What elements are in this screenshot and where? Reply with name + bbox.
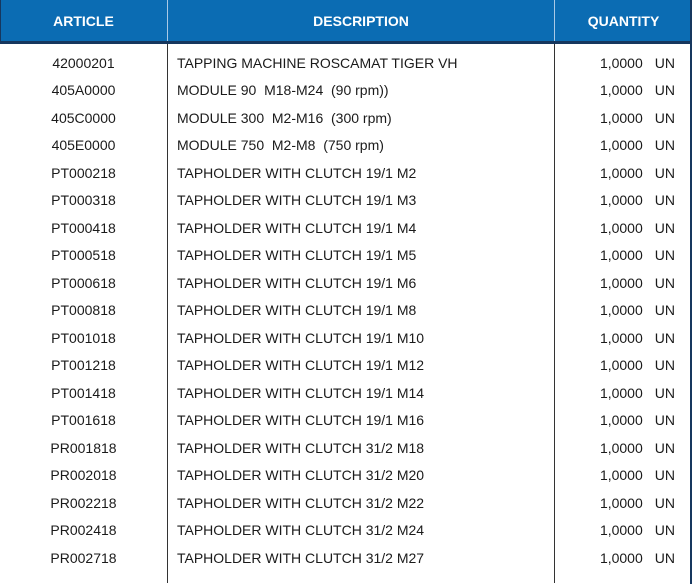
table-body (0, 43, 692, 583)
quantity-cell (555, 544, 692, 572)
quantity-value: 1,0000 (599, 549, 643, 566)
description-cell: MODULE 750 M2-M8 (750 rpm) (167, 132, 554, 160)
article-code-cell: PT001018 (51, 329, 116, 346)
quantity-unit: UN (654, 54, 675, 71)
quantity-value: 1,0000 (599, 137, 643, 154)
article-code-cell: PR002418 (50, 522, 117, 539)
description-cell: TAPHOLDER WITH CLUTCH 31/2 M20 (167, 462, 554, 490)
quantity-unit: UN (654, 439, 675, 456)
quantity-unit: UN (654, 412, 675, 429)
quantity-cell (555, 462, 692, 490)
quantity-value: 1,0000 (599, 384, 643, 401)
description-cell: MODULE 300 M2-M16 (300 rpm) (167, 104, 554, 132)
column-header-description: DESCRIPTION (167, 0, 554, 43)
table-row (0, 544, 692, 572)
quantity-cell (555, 517, 692, 545)
quantity-unit: UN (654, 467, 675, 484)
empty-cell (0, 572, 167, 583)
quantity-cell (555, 104, 692, 132)
article-code-cell: PT000518 (51, 247, 116, 264)
table-filler-row (0, 572, 692, 583)
table-row (0, 407, 692, 435)
article-code-cell: PR002218 (50, 494, 117, 511)
description-cell: TAPPING MACHINE ROSCAMAT TIGER VH (167, 43, 554, 77)
article-code-cell: 405C0000 (51, 109, 116, 126)
quantity-cell (555, 43, 692, 77)
article-code-cell: PT000418 (51, 219, 116, 236)
table-row (0, 242, 692, 270)
article-code-cell: PT000618 (51, 274, 116, 291)
column-header-article: ARTICLE (0, 0, 167, 43)
description-cell: TAPHOLDER WITH CLUTCH 19/1 M2 (167, 159, 554, 187)
quantity-value: 1,0000 (599, 164, 643, 181)
quantity-cell (555, 352, 692, 380)
description-cell: TAPHOLDER WITH CLUTCH 19/1 M14 (167, 379, 554, 407)
table-row (0, 324, 692, 352)
article-code-cell: PT001218 (51, 357, 116, 374)
description-cell: TAPHOLDER WITH CLUTCH 19/1 M10 (167, 324, 554, 352)
article-code-cell: PR002718 (50, 549, 117, 566)
table-row (0, 434, 692, 462)
table-left-edge (0, 0, 1, 44)
table-row (0, 43, 692, 77)
quantity-cell (555, 379, 692, 407)
table-row (0, 187, 692, 215)
quantity-cell (555, 214, 692, 242)
quantity-cell (555, 324, 692, 352)
quantity-value: 1,0000 (599, 522, 643, 539)
description-cell: TAPHOLDER WITH CLUTCH 31/2 M18 (167, 434, 554, 462)
quantity-value: 1,0000 (599, 82, 643, 99)
quantity-value: 1,0000 (599, 192, 643, 209)
article-code-cell: 42000201 (52, 54, 115, 71)
article-code-cell: PT001618 (51, 412, 116, 429)
article-code-cell: PT000818 (51, 302, 116, 319)
quantity-unit: UN (654, 219, 675, 236)
description-cell: TAPHOLDER WITH CLUTCH 19/1 M3 (167, 187, 554, 215)
description-cell: TAPHOLDER WITH CLUTCH 19/1 M16 (167, 407, 554, 435)
article-code-cell: PR002018 (50, 467, 117, 484)
description-cell: MODULE 90 M18-M24 (90 rpm)) (167, 77, 554, 105)
quantity-value: 1,0000 (599, 109, 643, 126)
article-code-cell: PR001818 (50, 439, 117, 456)
description-cell: TAPHOLDER WITH CLUTCH 31/2 M27 (167, 544, 554, 572)
article-code-cell: PT000318 (51, 192, 116, 209)
quantity-unit: UN (654, 137, 675, 154)
table-row (0, 352, 692, 380)
description-cell: TAPHOLDER WITH CLUTCH 19/1 M6 (167, 269, 554, 297)
article-code-cell: 405E0000 (51, 137, 116, 154)
quantity-unit: UN (654, 109, 675, 126)
quantity-cell (555, 242, 692, 270)
table-row (0, 489, 692, 517)
article-code-cell: PT001418 (51, 384, 116, 401)
quantity-cell (555, 269, 692, 297)
quantity-value: 1,0000 (599, 412, 643, 429)
quantity-cell (555, 489, 692, 517)
table-row (0, 462, 692, 490)
quantity-value: 1,0000 (599, 357, 643, 374)
table-row (0, 104, 692, 132)
quantity-cell (555, 132, 692, 160)
quantity-unit: UN (654, 522, 675, 539)
description-cell: TAPHOLDER WITH CLUTCH 31/2 M22 (167, 489, 554, 517)
quantity-value: 1,0000 (599, 467, 643, 484)
quantity-cell (555, 407, 692, 435)
quantity-cell (555, 297, 692, 325)
quantity-cell (555, 434, 692, 462)
quantity-unit: UN (654, 302, 675, 319)
article-code-cell: 405A0000 (51, 82, 116, 99)
quantity-cell (555, 187, 692, 215)
quantity-unit: UN (654, 494, 675, 511)
quantity-unit: UN (654, 329, 675, 346)
table-row (0, 159, 692, 187)
quantity-value: 1,0000 (599, 329, 643, 346)
quantity-value: 1,0000 (599, 274, 643, 291)
quantity-unit: UN (654, 357, 675, 374)
table-row (0, 379, 692, 407)
empty-cell (167, 572, 554, 583)
table-header-row (0, 0, 692, 43)
article-code-cell: PT000218 (51, 164, 116, 181)
table-row (0, 517, 692, 545)
description-cell: TAPHOLDER WITH CLUTCH 19/1 M8 (167, 297, 554, 325)
quantity-unit: UN (654, 192, 675, 209)
quantity-unit: UN (654, 82, 675, 99)
description-cell: TAPHOLDER WITH CLUTCH 31/2 M24 (167, 517, 554, 545)
quantity-unit: UN (654, 164, 675, 181)
quantity-unit: UN (654, 384, 675, 401)
quantity-cell (555, 159, 692, 187)
quantity-cell (555, 77, 692, 105)
table-row (0, 77, 692, 105)
description-cell: TAPHOLDER WITH CLUTCH 19/1 M4 (167, 214, 554, 242)
table-row (0, 132, 692, 160)
empty-cell (555, 572, 692, 583)
description-cell: TAPHOLDER WITH CLUTCH 19/1 M5 (167, 242, 554, 270)
quantity-unit: UN (654, 274, 675, 291)
quantity-value: 1,0000 (599, 54, 643, 71)
column-header-quantity: QUANTITY (555, 0, 692, 43)
quantity-value: 1,0000 (599, 302, 643, 319)
quantity-unit: UN (654, 549, 675, 566)
description-cell: TAPHOLDER WITH CLUTCH 19/1 M12 (167, 352, 554, 380)
quantity-value: 1,0000 (599, 219, 643, 236)
table-row (0, 269, 692, 297)
quantity-value: 1,0000 (599, 247, 643, 264)
table-row (0, 214, 692, 242)
table-row (0, 297, 692, 325)
quantity-value: 1,0000 (599, 439, 643, 456)
quantity-value: 1,0000 (599, 494, 643, 511)
quantity-unit: UN (654, 247, 675, 264)
